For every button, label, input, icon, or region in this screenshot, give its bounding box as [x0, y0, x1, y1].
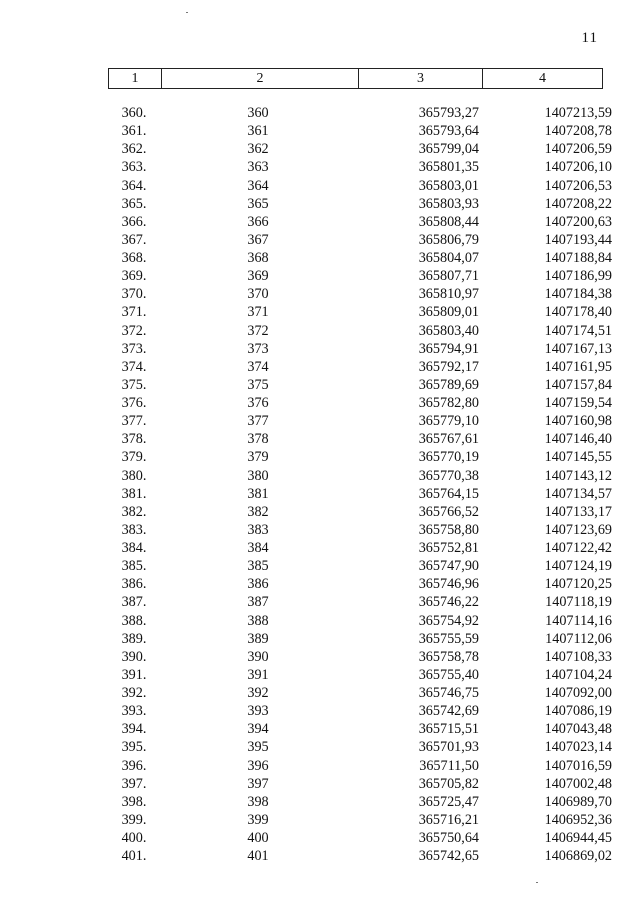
point-number-cell: 399	[247, 811, 269, 828]
x-coordinate-cell: 365803,40	[418, 322, 479, 339]
point-number-cell: 400	[247, 830, 269, 847]
table-row	[108, 303, 628, 321]
column-header-row	[109, 69, 603, 89]
x-coordinate-cell: 365705,82	[418, 775, 479, 792]
y-coordinate-cell: 1407120,25	[544, 576, 612, 593]
point-number-cell: 382	[247, 503, 269, 520]
point-number-cell: 393	[247, 703, 269, 720]
table-row	[108, 394, 628, 412]
x-coordinate-cell: 365803,93	[418, 195, 479, 212]
point-index-cell: 367.	[121, 231, 147, 248]
point-number-cell: 396	[247, 757, 269, 774]
table-row	[108, 593, 628, 611]
y-coordinate-cell: 1407112,06	[545, 630, 612, 647]
y-coordinate-cell: 1407133,17	[544, 503, 612, 520]
x-coordinate-cell: 365770,38	[418, 467, 479, 484]
y-coordinate-cell: 1407108,33	[544, 648, 612, 665]
point-index-cell: 365.	[121, 195, 147, 212]
point-index-cell: 391.	[121, 666, 147, 683]
table-row	[108, 158, 628, 176]
x-coordinate-cell: 365803,01	[418, 177, 479, 194]
column-header-1: 1	[109, 69, 162, 89]
x-coordinate-cell: 365752,81	[418, 540, 479, 557]
x-coordinate-cell: 365725,47	[418, 793, 479, 810]
point-index-cell: 390.	[121, 648, 147, 665]
y-coordinate-cell: 1407145,55	[544, 449, 612, 466]
point-index-cell: 393.	[121, 703, 147, 720]
x-coordinate-cell: 365809,01	[418, 304, 479, 321]
table-row	[108, 829, 628, 847]
table-row	[108, 249, 628, 267]
x-coordinate-cell: 365701,93	[418, 739, 479, 756]
x-coordinate-cell: 365747,90	[418, 558, 479, 575]
point-index-cell: 394.	[121, 721, 147, 738]
point-index-cell: 399.	[121, 811, 147, 828]
point-index-cell: 383.	[121, 521, 147, 538]
table-row	[108, 485, 628, 503]
column-header-table	[108, 68, 603, 89]
point-index-cell: 360.	[121, 105, 147, 122]
y-coordinate-cell: 1407143,12	[544, 467, 612, 484]
point-index-cell: 389.	[121, 630, 147, 647]
point-index-cell: 364.	[121, 177, 147, 194]
point-index-cell: 381.	[121, 485, 147, 502]
table-row	[108, 213, 628, 231]
point-index-cell: 392.	[121, 685, 147, 702]
point-number-cell: 381	[247, 485, 269, 502]
y-coordinate-cell: 1406944,45	[544, 830, 612, 847]
y-coordinate-cell: 1407104,24	[544, 666, 612, 683]
point-number-cell: 391	[247, 666, 269, 683]
point-number-cell: 365	[247, 195, 269, 212]
point-number-cell: 386	[247, 576, 269, 593]
table-row	[108, 720, 628, 738]
x-coordinate-cell: 365789,69	[418, 376, 479, 393]
point-index-cell: 384.	[121, 540, 147, 557]
x-coordinate-cell: 365792,17	[418, 358, 479, 375]
point-index-cell: 372.	[121, 322, 147, 339]
point-number-cell: 379	[247, 449, 269, 466]
point-number-cell: 362	[247, 141, 269, 158]
point-number-cell: 373	[247, 340, 269, 357]
y-coordinate-cell: 1407023,14	[544, 739, 612, 756]
table-row	[108, 811, 628, 829]
table-row	[108, 322, 628, 340]
x-coordinate-cell: 365746,96	[418, 576, 479, 593]
point-index-cell: 380.	[121, 467, 147, 484]
table-row	[108, 612, 628, 630]
x-coordinate-cell: 365766,52	[418, 503, 479, 520]
point-number-cell: 369	[247, 268, 269, 285]
point-index-cell: 366.	[121, 213, 147, 230]
point-number-cell: 366	[247, 213, 269, 230]
y-coordinate-cell: 1407188,84	[544, 250, 612, 267]
y-coordinate-cell: 1407206,59	[544, 141, 612, 158]
point-number-cell: 367	[247, 231, 269, 248]
point-number-cell: 361	[247, 123, 269, 140]
point-index-cell: 374.	[121, 358, 147, 375]
point-index-cell: 379.	[121, 449, 147, 466]
y-coordinate-cell: 1407124,19	[544, 558, 612, 575]
x-coordinate-cell: 365758,80	[418, 521, 479, 538]
y-coordinate-cell: 1407002,48	[544, 775, 612, 792]
point-number-cell: 363	[247, 159, 269, 176]
y-coordinate-cell: 1407092,00	[544, 685, 612, 702]
point-number-cell: 376	[247, 395, 269, 412]
y-coordinate-cell: 1407043,48	[544, 721, 612, 738]
y-coordinate-cell: 1407118,19	[545, 594, 612, 611]
point-number-cell: 385	[247, 558, 269, 575]
x-coordinate-cell: 365793,64	[418, 123, 479, 140]
point-index-cell: 377.	[121, 413, 147, 430]
point-index-cell: 396.	[121, 757, 147, 774]
x-coordinate-cell: 365782,80	[418, 395, 479, 412]
y-coordinate-cell: 1407208,22	[544, 195, 612, 212]
y-coordinate-cell: 1406989,70	[544, 793, 612, 810]
point-index-cell: 368.	[121, 250, 147, 267]
point-number-cell: 395	[247, 739, 269, 756]
table-row	[108, 684, 628, 702]
point-index-cell: 369.	[121, 268, 147, 285]
x-coordinate-cell: 365767,61	[418, 431, 479, 448]
y-coordinate-cell: 1407208,78	[544, 123, 612, 140]
table-row	[108, 666, 628, 684]
table-row	[108, 122, 628, 140]
x-coordinate-cell: 365742,65	[418, 848, 479, 865]
x-coordinate-cell: 365804,07	[418, 250, 479, 267]
table-row	[108, 358, 628, 376]
point-number-cell: 384	[247, 540, 269, 557]
y-coordinate-cell: 1406952,36	[544, 811, 612, 828]
y-coordinate-cell: 1407123,69	[544, 521, 612, 538]
x-coordinate-cell: 365799,04	[418, 141, 479, 158]
x-coordinate-cell: 365758,78	[418, 648, 479, 665]
y-coordinate-cell: 1407146,40	[544, 431, 612, 448]
point-index-cell: 378.	[121, 431, 147, 448]
point-number-cell: 401	[247, 848, 269, 865]
x-coordinate-cell: 365794,91	[418, 340, 479, 357]
y-coordinate-cell: 1407178,40	[544, 304, 612, 321]
point-number-cell: 397	[247, 775, 269, 792]
table-row	[108, 267, 628, 285]
x-coordinate-cell: 365801,35	[418, 159, 479, 176]
table-row	[108, 177, 628, 195]
x-coordinate-cell: 365711,50	[419, 757, 479, 774]
x-coordinate-cell: 365742,69	[418, 703, 479, 720]
point-number-cell: 389	[247, 630, 269, 647]
x-coordinate-cell: 365754,92	[418, 612, 479, 629]
point-number-cell: 378	[247, 431, 269, 448]
x-coordinate-cell: 365806,79	[418, 231, 479, 248]
y-coordinate-cell: 1407167,13	[544, 340, 612, 357]
x-coordinate-cell: 365779,10	[418, 413, 479, 430]
page-number: 11	[581, 30, 598, 46]
table-row	[108, 448, 628, 466]
table-row	[108, 775, 628, 793]
point-index-cell: 397.	[121, 775, 147, 792]
y-coordinate-cell: 1407157,84	[544, 376, 612, 393]
table-row	[108, 738, 628, 756]
point-number-cell: 360	[247, 105, 269, 122]
point-index-cell: 376.	[121, 395, 147, 412]
point-index-cell: 385.	[121, 558, 147, 575]
table-row	[108, 340, 628, 358]
scan-speck	[536, 882, 538, 883]
x-coordinate-cell: 365755,40	[418, 666, 479, 683]
table-row	[108, 104, 628, 122]
point-number-cell: 392	[247, 685, 269, 702]
table-row	[108, 847, 628, 865]
table-row	[108, 539, 628, 557]
y-coordinate-cell: 1407134,57	[544, 485, 612, 502]
table-row	[108, 702, 628, 720]
y-coordinate-cell: 1407186,99	[544, 268, 612, 285]
y-coordinate-cell: 1407174,51	[544, 322, 612, 339]
table-row	[108, 648, 628, 666]
x-coordinate-cell: 365750,64	[418, 830, 479, 847]
y-coordinate-cell: 1407160,98	[544, 413, 612, 430]
table-row	[108, 757, 628, 775]
x-coordinate-cell: 365746,75	[418, 685, 479, 702]
table-row	[108, 793, 628, 811]
x-coordinate-cell: 365764,15	[418, 485, 479, 502]
point-index-cell: 363.	[121, 159, 147, 176]
x-coordinate-cell: 365716,21	[418, 811, 479, 828]
point-index-cell: 395.	[121, 739, 147, 756]
table-row	[108, 412, 628, 430]
column-header-3: 3	[359, 69, 483, 89]
column-header-2: 2	[162, 69, 359, 89]
point-index-cell: 362.	[121, 141, 147, 158]
y-coordinate-cell: 1407161,95	[544, 358, 612, 375]
y-coordinate-cell: 1407206,53	[544, 177, 612, 194]
point-index-cell: 370.	[121, 286, 147, 303]
point-index-cell: 387.	[121, 594, 147, 611]
point-number-cell: 388	[247, 612, 269, 629]
x-coordinate-cell: 365715,51	[418, 721, 479, 738]
x-coordinate-cell: 365770,19	[418, 449, 479, 466]
point-number-cell: 375	[247, 376, 269, 393]
point-index-cell: 388.	[121, 612, 147, 629]
point-index-cell: 373.	[121, 340, 147, 357]
point-number-cell: 380	[247, 467, 269, 484]
point-number-cell: 398	[247, 793, 269, 810]
point-number-cell: 371	[247, 304, 269, 321]
y-coordinate-cell: 1407159,54	[544, 395, 612, 412]
point-index-cell: 400.	[121, 830, 147, 847]
table-row	[108, 376, 628, 394]
point-index-cell: 361.	[121, 123, 147, 140]
point-index-cell: 371.	[121, 304, 147, 321]
table-row	[108, 630, 628, 648]
table-row	[108, 503, 628, 521]
point-index-cell: 386.	[121, 576, 147, 593]
point-number-cell: 372	[247, 322, 269, 339]
y-coordinate-cell: 1407086,19	[544, 703, 612, 720]
y-coordinate-cell: 1407016,59	[544, 757, 612, 774]
point-number-cell: 394	[247, 721, 269, 738]
point-number-cell: 383	[247, 521, 269, 538]
x-coordinate-cell: 365808,44	[418, 213, 479, 230]
table-row	[108, 467, 628, 485]
point-number-cell: 370	[247, 286, 269, 303]
point-index-cell: 401.	[121, 848, 147, 865]
x-coordinate-cell: 365793,27	[418, 105, 479, 122]
point-number-cell: 364	[247, 177, 269, 194]
y-coordinate-cell: 1407122,42	[544, 540, 612, 557]
table-row	[108, 430, 628, 448]
point-number-cell: 374	[247, 358, 269, 375]
point-number-cell: 390	[247, 648, 269, 665]
point-index-cell: 375.	[121, 376, 147, 393]
scan-speck	[186, 12, 188, 13]
column-header-4: 4	[483, 69, 603, 89]
table-row	[108, 231, 628, 249]
table-row	[108, 575, 628, 593]
coordinates-table-body	[108, 104, 628, 865]
y-coordinate-cell: 1407200,63	[544, 213, 612, 230]
point-index-cell: 382.	[121, 503, 147, 520]
coordinates-table	[108, 104, 628, 865]
y-coordinate-cell: 1407213,59	[544, 105, 612, 122]
point-number-cell: 387	[247, 594, 269, 611]
x-coordinate-cell: 365755,59	[418, 630, 479, 647]
point-number-cell: 368	[247, 250, 269, 267]
table-row	[108, 557, 628, 575]
y-coordinate-cell: 1407206,10	[544, 159, 612, 176]
point-number-cell: 377	[247, 413, 269, 430]
y-coordinate-cell: 1407184,38	[544, 286, 612, 303]
table-row	[108, 195, 628, 213]
x-coordinate-cell: 365807,71	[418, 268, 479, 285]
y-coordinate-cell: 1406869,02	[544, 848, 612, 865]
y-coordinate-cell: 1407193,44	[544, 231, 612, 248]
x-coordinate-cell: 365810,97	[418, 286, 479, 303]
point-index-cell: 398.	[121, 793, 147, 810]
y-coordinate-cell: 1407114,16	[545, 612, 612, 629]
table-row	[108, 521, 628, 539]
table-row	[108, 285, 628, 303]
table-row	[108, 140, 628, 158]
x-coordinate-cell: 365746,22	[418, 594, 479, 611]
